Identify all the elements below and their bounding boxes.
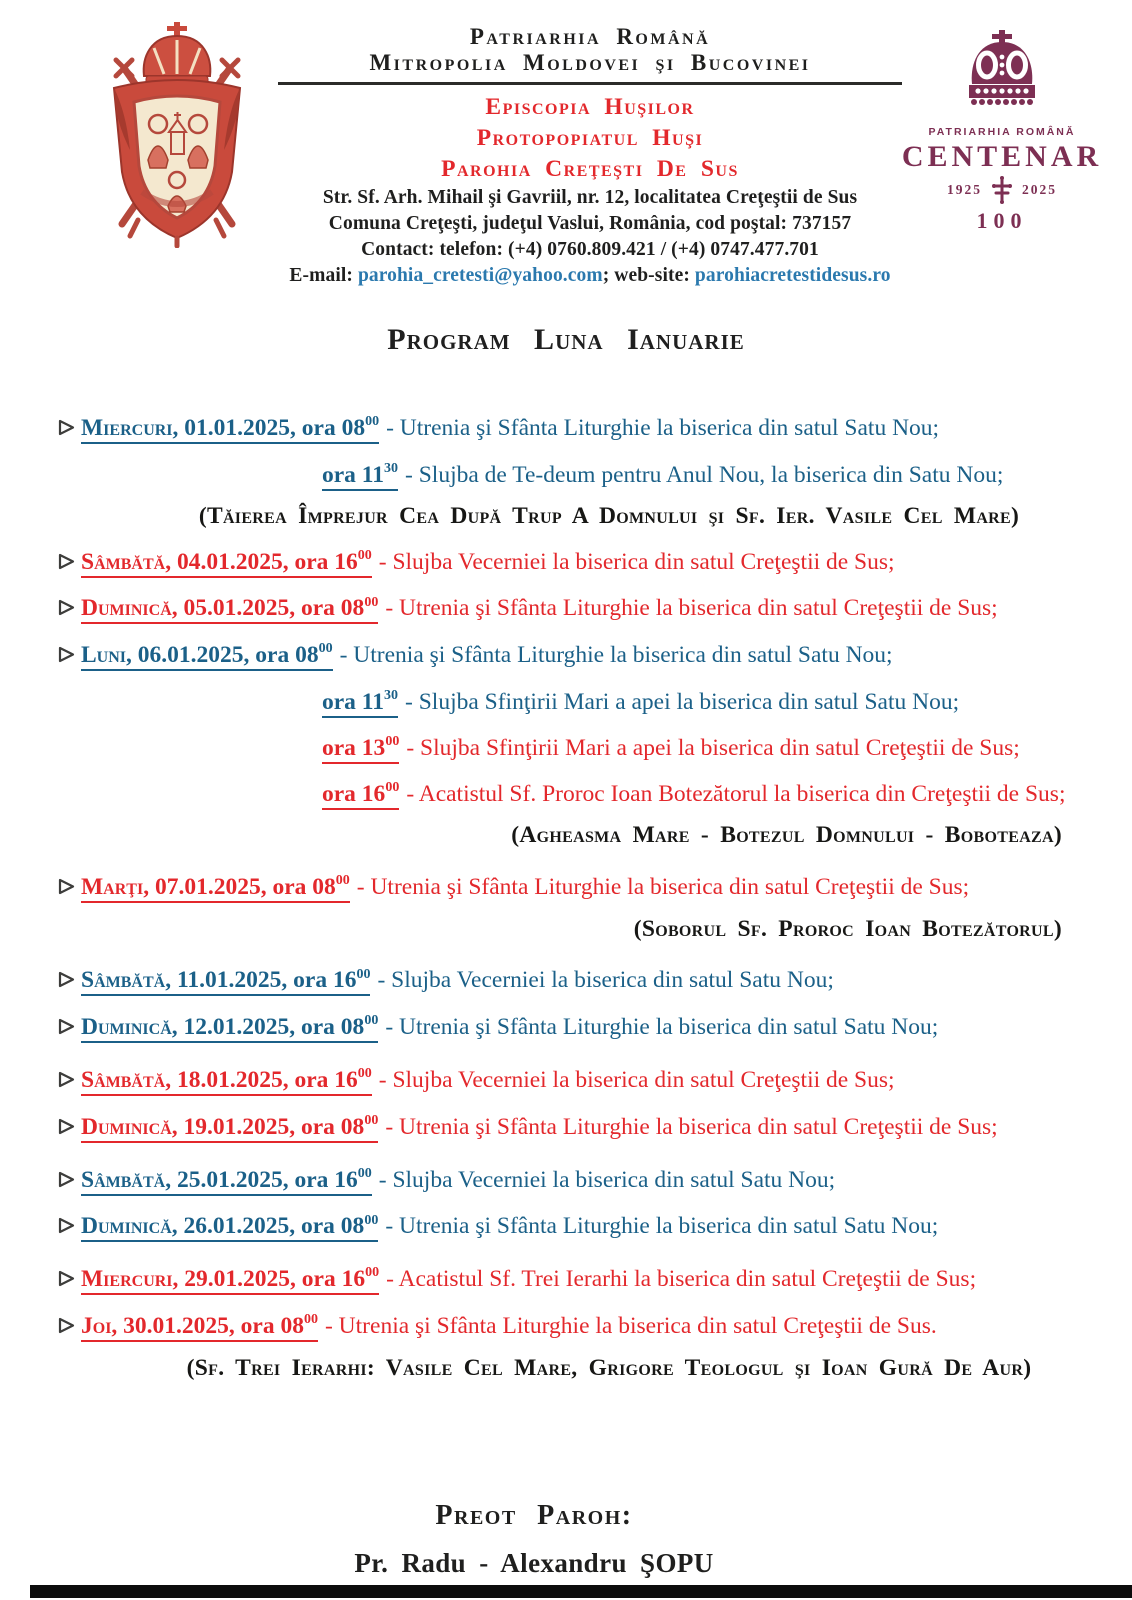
schedule-entry <box>58 683 1126 716</box>
address-line-1: Str. Sf. Arh. Mihail şi Gavriil, nr. 12, localitatea Creţeştii de Sus <box>322 186 858 208</box>
entry-description: - Utrenia şi Sfânta Liturghie la biserica din satul Creţeştii de Sus; <box>356 873 970 900</box>
schedule-entry <box>58 868 1126 902</box>
entry-description: - Utrenia şi Sfânta Liturghie la biserica din satul Satu Nou; <box>385 1213 939 1240</box>
entry-date: Sâmbătă, 04.01.2025, ora $16^{00}$ <box>81 549 372 578</box>
arrow-bullet-icon <box>58 595 75 623</box>
entry-date: Miercuri, 01.01.2025, ora $08^{00}$ <box>81 415 379 444</box>
schedule-entry <box>58 1061 1126 1095</box>
entry-description: - Utrenia şi Sfânta Liturghie la biserica din satul Creţeştii de Sus; <box>385 595 998 622</box>
entry-date: Marţi, 07.01.2025, ora $08^{00}$ <box>81 874 350 903</box>
schedule-entry <box>58 1260 1126 1294</box>
centenar-title: CENTENAR <box>901 140 1103 173</box>
entry-description: - Utrenia şi Sfânta Liturghie la biserica din satul Satu Nou; <box>386 414 940 441</box>
schedule-entry <box>58 1161 1126 1195</box>
entry-description: - Utrenia şi Sfânta Liturghie la biserica din satul Creţeştii de Sus; <box>385 1113 998 1140</box>
entry-date: Duminică, 05.01.2025, ora $08^{00}$ <box>81 595 378 624</box>
entry-date: Duminică, 12.01.2025, ora $08^{00}$ <box>81 1014 378 1043</box>
schedule-entry <box>58 543 1126 577</box>
arrow-bullet-icon <box>58 1014 75 1042</box>
entry-description: - Slujba Vecerniei la biserica din satul Creţeştii de Sus; <box>378 548 895 575</box>
patriarchy-name: Patriarhia Română <box>469 24 711 49</box>
arrow-bullet-icon <box>58 1114 75 1142</box>
centenar-hundred: 100 <box>976 208 1028 233</box>
diocese-name: Episcopia Huşilor <box>485 93 695 120</box>
entry-date: ora $11^{30}$ <box>322 689 398 718</box>
schedule-entry <box>58 1208 1126 1242</box>
signature-block <box>0 1500 1100 1579</box>
letterhead <box>0 0 1132 289</box>
arrow-bullet-icon <box>58 1167 75 1195</box>
schedule-entry <box>58 1008 1126 1042</box>
feast-note: (Sf. Trei Ierarhi: Vasile Cel Mare, Grigore Teologul şi Ioan Gură De Aur) <box>186 1355 1032 1382</box>
entry-date: Sâmbătă, 18.01.2025, ora $16^{00}$ <box>81 1067 372 1096</box>
schedule-entry <box>58 590 1126 624</box>
arrow-bullet-icon <box>58 1266 75 1294</box>
entry-date: Sâmbătă, 25.01.2025, ora $16^{00}$ <box>81 1167 372 1196</box>
centenar-crown-icon <box>958 30 1046 112</box>
centenar-patriarchy-label: PATRIARHIA ROMÂNĂ <box>928 126 1076 138</box>
parish-name: Parohia Creţeşti De Sus <box>441 155 739 182</box>
centenar-logo <box>896 20 1108 234</box>
entry-description: - Slujba Vecerniei la biserica din satul Creţeştii de Sus; <box>378 1066 895 1093</box>
entry-description: - Slujba Sfinţirii Mari a apei la biserica din satul Creţeştii de Sus; <box>406 734 1020 761</box>
arrow-bullet-icon <box>58 874 75 902</box>
entry-description: - Acatistul Sf. Trei Ierarhi la biserica din satul Creţeştii de Sus; <box>386 1266 977 1293</box>
letterhead-text <box>278 20 902 289</box>
contact-line: Contact: telefon: (+4) 0760.809.421 / (+4) 0747.477.701 <box>361 238 819 260</box>
entry-date: Duminică, 26.01.2025, ora $08^{00}$ <box>81 1213 378 1242</box>
schedule-entry <box>58 1307 1126 1341</box>
entry-description: - Slujba de Te-deum pentru Anul Nou, la biserica din Satu Nou; <box>405 461 1004 488</box>
metropolis-name: Mitropolia Moldovei şi Bucovinei <box>369 50 811 75</box>
parish-coat-of-arms-icon <box>86 20 278 253</box>
feast-note: (Soborul Sf. Proroc Ioan Botezătorul) <box>633 915 1062 942</box>
arrow-bullet-icon <box>58 967 75 995</box>
schedule-entry <box>58 775 1126 808</box>
schedule-entry <box>58 729 1126 762</box>
scan-artifact-bar <box>30 1585 1132 1598</box>
centenar-years <box>896 176 1108 204</box>
address-line-2: Comuna Creţeşti, judeţul Vaslui, România, cod poştal: 737157 <box>328 212 852 234</box>
arrow-bullet-icon <box>58 1067 75 1095</box>
arrow-bullet-icon <box>58 415 75 443</box>
arrow-bullet-icon <box>58 642 75 670</box>
website-label: web-site: <box>614 264 690 286</box>
schedule-entry <box>58 409 1126 443</box>
feast-note: (Agheasma Mare - Botezul Domnului - Boboteaza) <box>511 821 1062 848</box>
entry-date: Sâmbătă, 11.01.2025, ora $16^{00}$ <box>81 967 370 996</box>
budded-cross-icon <box>991 176 1013 204</box>
page-title: Program Luna Ianuarie <box>387 323 745 357</box>
schedule-entry <box>58 636 1126 670</box>
schedule-entry <box>58 962 1126 996</box>
entry-date: ora $11^{30}$ <box>322 462 398 491</box>
priest-role-label: Preot Paroh: <box>435 1500 633 1532</box>
entry-description: - Slujba Sfinţirii Mari a apei la biserica din satul Satu Nou; <box>405 689 960 716</box>
entry-date: Miercuri, 29.01.2025, ora $16^{00}$ <box>81 1266 379 1295</box>
header-divider <box>278 82 902 85</box>
arrow-bullet-icon <box>58 1213 75 1241</box>
entry-description: - Utrenia şi Sfânta Liturghie la biserica din satul Satu Nou; <box>339 642 893 669</box>
arrow-bullet-icon <box>58 549 75 577</box>
entry-date: Duminică, 19.01.2025, ora $08^{00}$ <box>81 1114 378 1143</box>
arrow-bullet-icon <box>58 1313 75 1341</box>
email-line <box>278 263 902 289</box>
entry-date: Joi, 30.01.2025, ora $08^{00}$ <box>81 1313 318 1342</box>
centenar-year-end: 2025 <box>1022 182 1057 197</box>
entry-description: - Utrenia şi Sfânta Liturghie la biserica din satul Satu Nou; <box>385 1014 939 1041</box>
entry-description: - Acatistul Sf. Proroc Ioan Botezătorul la biserica din Creţeştii de Sus; <box>406 780 1066 807</box>
feast-note: (Tăierea Împrejur Cea După Trup A Domnului şi Sf. Ier. Vasile Cel Mare) <box>198 502 1020 529</box>
email-separator: ; <box>602 264 610 286</box>
entry-description: - Utrenia şi Sfânta Liturghie la biserica din satul Creţeştii de Sus. <box>324 1313 937 1340</box>
schedule-entry <box>58 1108 1126 1142</box>
entry-date: ora $16^{00}$ <box>322 781 399 810</box>
deanery-name: Protopopiatul Huşi <box>476 124 704 151</box>
entry-description: - Slujba Vecerniei la biserica din satul Satu Nou; <box>377 967 834 994</box>
schedule-list <box>0 409 1132 1382</box>
email-label: E-mail: <box>289 264 353 286</box>
website-link[interactable]: parohiacretestidesus.ro <box>694 264 891 286</box>
entry-date: Luni, 06.01.2025, ora $08^{00}$ <box>81 642 333 671</box>
priest-name: Pr. Radu - Alexandru ŞOPU <box>354 1548 714 1579</box>
entry-date: ora $13^{00}$ <box>322 735 399 764</box>
schedule-entry <box>58 456 1126 489</box>
entry-description: - Slujba Vecerniei la biserica din satul Satu Nou; <box>378 1166 836 1193</box>
email-link[interactable]: parohia_cretesti@yahoo.com <box>357 264 603 286</box>
centenar-year-start: 1925 <box>947 182 982 197</box>
